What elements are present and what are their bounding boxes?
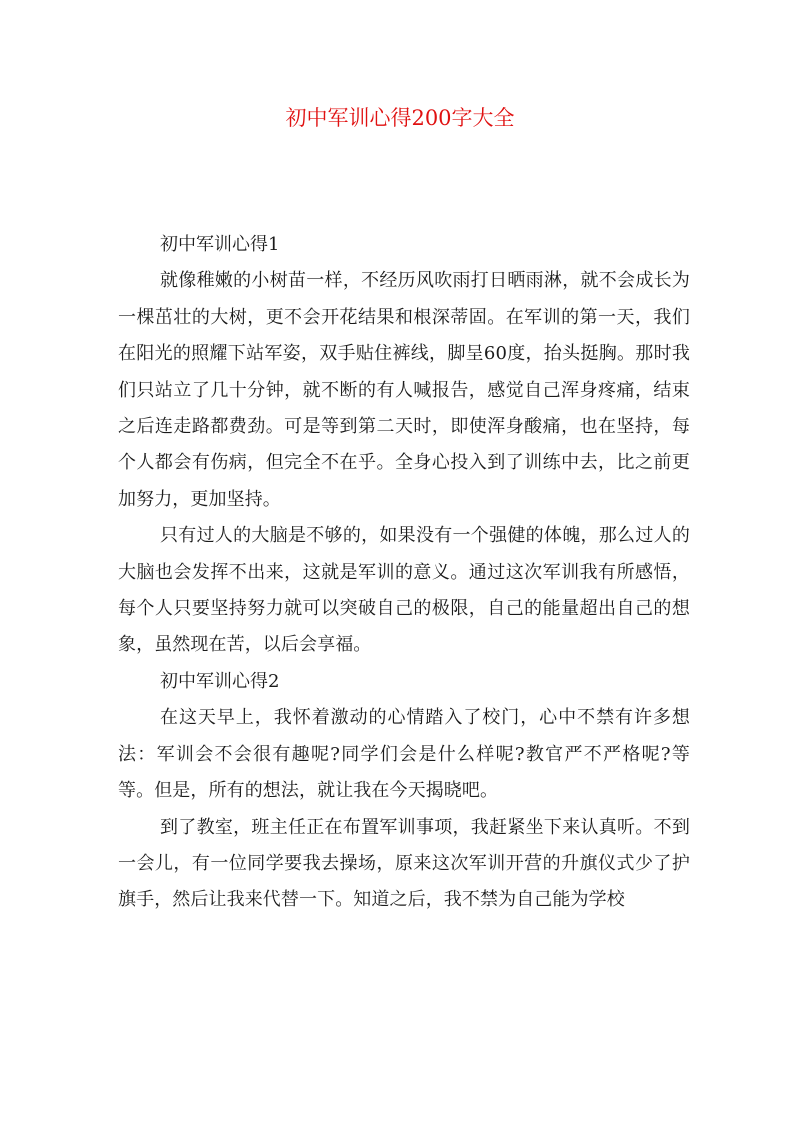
document-title: 初中军训心得200字大全	[285, 106, 515, 130]
paragraph-2-1: 在这天早上，我怀着激动的心情踏入了校门，心中不禁有许多想法：军训会不会很有趣呢?同学们会是什么样呢?教官严不严格呢?等等。但是，所有的想法，就让我在今天揭晓吧。	[118, 707, 690, 802]
paragraph-2-2: 到了教室，班主任正在布置军训事项，我赶紧坐下来认真听。不到一会儿，有一位同学要我去操场，原来这次军训开营的升旗仪式少了护旗手，然后让我来代替一下。知道之后，我不禁为自己能为学校	[118, 816, 690, 911]
section-heading-2: 初中军训心得2	[160, 670, 280, 692]
document-body	[118, 227, 690, 919]
section-heading-1: 初中军训心得1	[160, 234, 280, 255]
paragraph-1-1: 就像稚嫩的小树苗一样，不经历风吹雨打日晒雨淋，就不会成长为一棵茁壮的大树，更不会开花结果和根深蒂固。在军训的第一天，我们在阳光的照耀下站军姿，双手贴住裤线，脚呈60度，抬头挺胸。那时我们只站立了几十分钟，就不断的有人喊报告，感觉自己浑身疼痛，结束之后连走路都费劲。可是等到第二天时，即使浑身酸痛，也在坚持，每个人都会有伤病，但完全不在乎。全身心投入到了训练中去，比之前更加努力，更加坚持。	[118, 270, 690, 510]
paragraph-1-2: 只有过人的大脑是不够的，如果没有一个强健的体魄，那么过人的大脑也会发挥不出来，这就是军训的意义。通过这次军训我有所感悟，每个人只要坚持努力就可以突破自己的极限，自己的能量超出自己的想象，虽然现在苦，以后会享福。	[118, 525, 690, 656]
